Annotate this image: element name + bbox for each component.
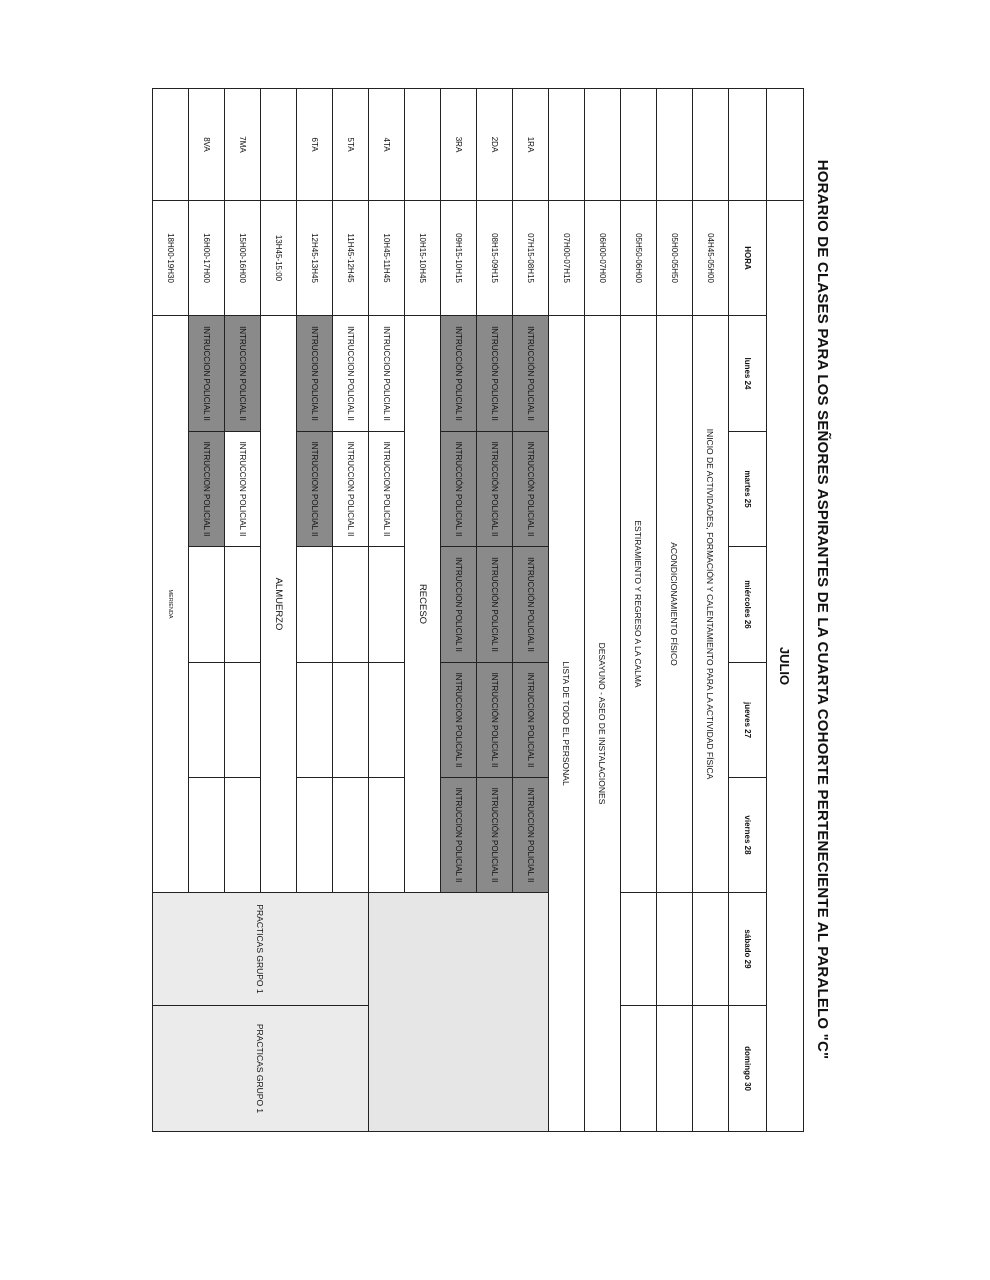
activity-cell: MERIENDA xyxy=(153,316,189,893)
period-cell xyxy=(657,89,693,201)
hour-cell: 09H15-10H15 xyxy=(441,201,477,316)
period-label: 6TA xyxy=(297,89,333,201)
empty-cell xyxy=(621,893,657,1006)
hour-cell: 04H45-05H00 xyxy=(693,201,729,316)
class-cell: INTRUCCION POLICIAL II xyxy=(225,432,261,547)
class-cell: INTRUCCION POLICIAL II xyxy=(225,316,261,432)
day-header-thursday: jueves 27 xyxy=(729,663,767,778)
activity-cell: ACONDICIONAMIENTO FÍSICO xyxy=(657,316,693,893)
empty-cell xyxy=(369,663,405,778)
period-label: 7MA xyxy=(225,89,261,201)
period-cell xyxy=(693,89,729,201)
class-cell: INTRUCCIÓN POLICIAL II xyxy=(441,432,477,547)
class-cell: INTRUCCIÓN POLICIAL II xyxy=(477,778,513,893)
hour-cell: 16H00-17H00 xyxy=(189,201,225,316)
hour-cell: 13H45-15:00 xyxy=(261,201,297,316)
class-cell: INTRUCCIÓN POLICIAL II xyxy=(477,316,513,432)
hour-cell: 11H45-12H45 xyxy=(333,201,369,316)
empty-cell xyxy=(225,663,261,778)
empty-cell xyxy=(333,547,369,663)
empty-cell xyxy=(189,663,225,778)
period-cell xyxy=(405,89,441,201)
period-header xyxy=(729,89,767,201)
empty-cell xyxy=(657,1006,693,1132)
class-cell: INTRUCCION POLICIAL II xyxy=(189,432,225,547)
empty-cell xyxy=(693,893,729,1006)
empty-cell xyxy=(297,663,333,778)
activity-cell: ALMUERZO xyxy=(261,316,297,893)
hour-cell: 15H00-16H00 xyxy=(225,201,261,316)
period-label: 2DA xyxy=(477,89,513,201)
activity-cell: ESTIRAMIENTO Y REGRESO A LA CALMA xyxy=(621,316,657,893)
class-cell: INTRUCCION POLICIAL II xyxy=(189,316,225,432)
empty-cell xyxy=(369,778,405,893)
page-title: HORARIO DE CLASES PARA LOS SEÑORES ASPIRANTES DE LA CUARTA COHORTE PERTENECIENTE AL PARALELO "C" xyxy=(814,159,831,1060)
empty-cell xyxy=(225,778,261,893)
month-label: JULIO xyxy=(767,201,804,1132)
day-header-sunday: domingo 30 xyxy=(729,1006,767,1132)
day-header-tuesday: martes 25 xyxy=(729,432,767,547)
class-cell: INTRUCCION POLICIAL II xyxy=(333,316,369,432)
empty-cell xyxy=(333,778,369,893)
class-cell: INTRUCCIÓN POLICIAL II xyxy=(441,316,477,432)
period-cell xyxy=(261,89,297,201)
class-cell: INTRUCCIÓN POLICIAL II xyxy=(477,663,513,778)
day-header-friday: viernes 28 xyxy=(729,778,767,893)
hour-cell: 10H45-11H45 xyxy=(369,201,405,316)
hour-cell: 18H00-19H30 xyxy=(153,201,189,316)
class-cell: INTRUCCION POLICIAL II xyxy=(369,316,405,432)
period-label: 4TA xyxy=(369,89,405,201)
empty-cell xyxy=(333,663,369,778)
hour-cell: 12H45-13H45 xyxy=(297,201,333,316)
class-cell: INTRUCCION POLICIAL II xyxy=(369,432,405,547)
class-cell: INTRUCCION POLICIAL II xyxy=(441,778,477,893)
month-blank-cell xyxy=(767,89,804,201)
practicas-sunday: PRACTICAS GRUPO 1 xyxy=(153,1006,369,1132)
empty-cell xyxy=(621,1006,657,1132)
class-cell: INTRUCCION POLICIAL II xyxy=(297,316,333,432)
class-cell: INTRUCCION POLICIAL II xyxy=(333,432,369,547)
day-header-monday: lunes 24 xyxy=(729,316,767,432)
empty-cell xyxy=(297,547,333,663)
period-label: 5TA xyxy=(333,89,369,201)
class-cell: INTRUCCIÓN POLICIAL II xyxy=(477,432,513,547)
activity-cell: DESAYUNO - ASEO DE INSTALACIONES xyxy=(585,316,621,1132)
class-cell: INTRUCCIÓN POLICIAL II xyxy=(513,547,549,663)
class-cell: INTRUCCIÓN POLICIAL II xyxy=(477,547,513,663)
activity-cell: RECESO xyxy=(405,316,441,893)
practicas-saturday: PRACTICAS GRUPO 1 xyxy=(153,893,369,1006)
period-label: 3RA xyxy=(441,89,477,201)
hour-cell: 06H00-07H00 xyxy=(585,201,621,316)
class-cell: INTRUCCION POLICIAL II xyxy=(297,432,333,547)
class-cell: INTRUCCION POLICIAL II xyxy=(513,663,549,778)
hour-cell: 05H50-06H00 xyxy=(621,201,657,316)
hour-cell: 08H15-09H15 xyxy=(477,201,513,316)
period-cell xyxy=(153,89,189,201)
hour-cell: 07H15-08H15 xyxy=(513,201,549,316)
class-cell: INTRUCCIÓN POLICIAL II xyxy=(513,432,549,547)
schedule-sheet xyxy=(134,88,840,1131)
practicas-block-empty xyxy=(369,893,549,1132)
empty-cell xyxy=(225,547,261,663)
empty-cell xyxy=(189,547,225,663)
period-cell xyxy=(549,89,585,201)
empty-cell xyxy=(369,547,405,663)
period-label: 8VA xyxy=(189,89,225,201)
activity-cell: LISTA DE TODO EL PERSONAL xyxy=(549,316,585,1132)
hour-cell: 10H15-10H45 xyxy=(405,201,441,316)
class-cell: INTRUCCIÓN POLICIAL II xyxy=(513,316,549,432)
empty-cell xyxy=(297,778,333,893)
day-header-saturday: sábado 29 xyxy=(729,893,767,1006)
class-cell: INTRUCCION POLICIAL II xyxy=(441,547,477,663)
empty-cell xyxy=(657,893,693,1006)
period-cell xyxy=(585,89,621,201)
day-header-wednesday: miércoles 26 xyxy=(729,547,767,663)
hour-cell: 07H00-07H15 xyxy=(549,201,585,316)
class-cell: INTRUCCION POLICIAL II xyxy=(441,663,477,778)
schedule-table xyxy=(152,88,804,1132)
period-cell xyxy=(621,89,657,201)
empty-cell xyxy=(693,1006,729,1132)
class-cell: INTRUCCION POLICIAL II xyxy=(513,778,549,893)
hour-cell: 05H00-05H50 xyxy=(657,201,693,316)
hour-header: HORA xyxy=(729,201,767,316)
period-label: 1RA xyxy=(513,89,549,201)
activity-cell: INICIO DE ACTIVIDADES, FORMACIÓN Y CALENTAMIENTO PARA LA ACTIVIDAD FÍSICA xyxy=(693,316,729,893)
empty-cell xyxy=(189,778,225,893)
